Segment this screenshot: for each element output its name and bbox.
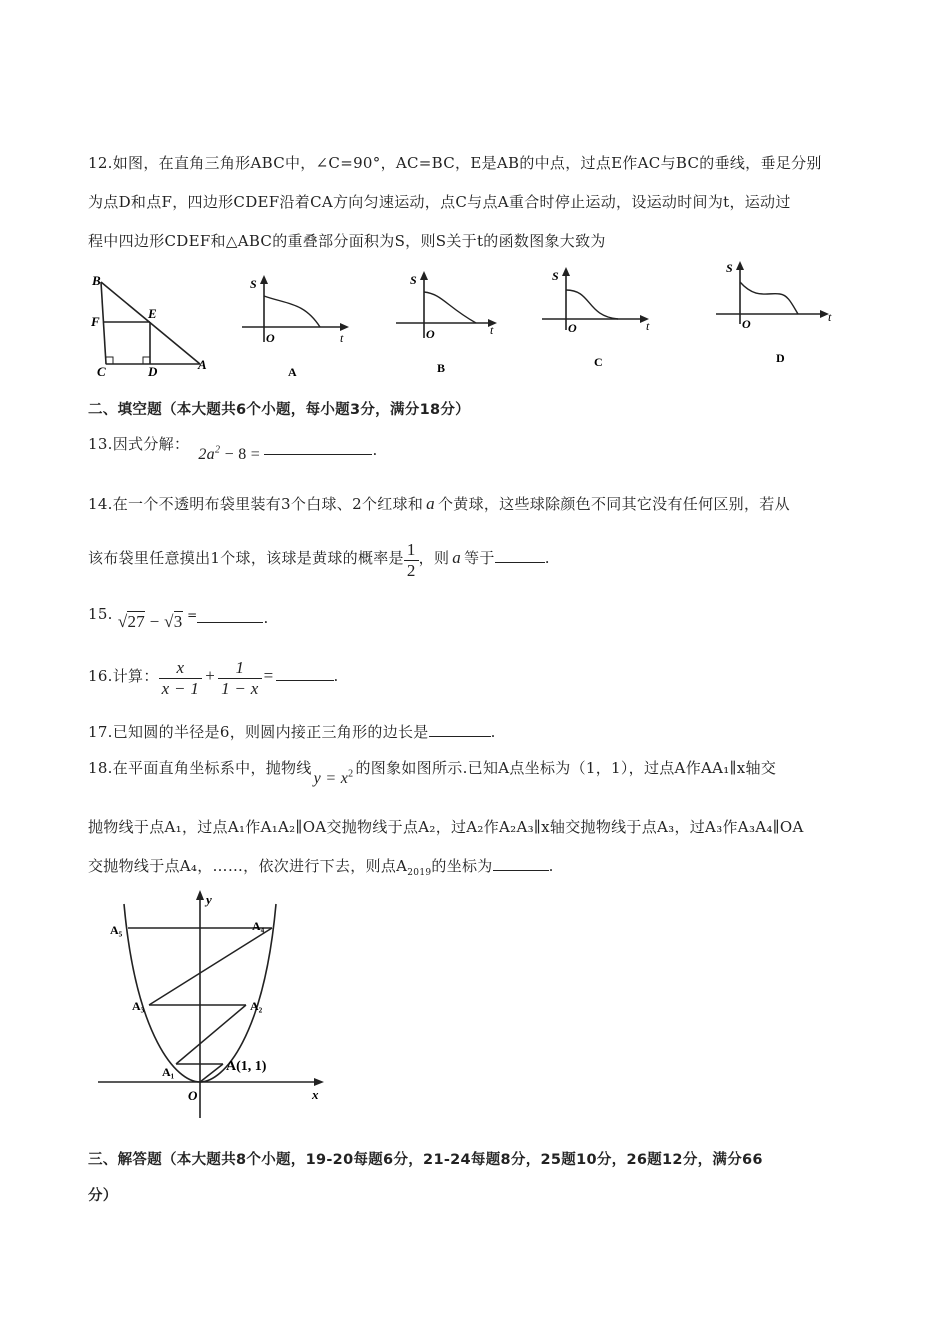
q17-answer-blank[interactable]: [429, 722, 491, 737]
q16-plus: +: [205, 665, 216, 685]
point-a2-label: A₂: [250, 999, 263, 1013]
q13-suffix: .: [372, 441, 378, 459]
q15-suffix: .: [263, 609, 269, 627]
point-a-label: A(1, 1): [226, 1059, 267, 1074]
q18-line-2: 抛物线于点A₁，过点A₁作A₁A₂∥OA交抛物线于点A₂，过A₂作A₂A₃∥x轴交抛物线于点A₃，过A₃作A₃A₄∥OA: [88, 818, 804, 836]
q14-text-2b: ，则: [418, 548, 450, 567]
point-a3-label: A₃: [132, 999, 145, 1013]
q13-expr-b: − 8 =: [220, 446, 261, 463]
q15-radicand-1: 27: [127, 612, 146, 631]
q14-var-a-2: a: [452, 547, 462, 567]
axis-O: O: [266, 331, 275, 345]
q16-num-2: 1: [218, 658, 262, 679]
origin-label: O: [188, 1088, 198, 1103]
point-a4-label: A₄: [252, 919, 265, 933]
q14-var-a: a: [426, 494, 435, 513]
q16-num-1: x: [159, 658, 203, 679]
option-label-b: B: [437, 361, 446, 375]
q12-line-2: 为点D和点F，四边形CDEF沿着CA方向匀速运动，点C与点A重合时停止运动，设运动时间为t，运动过: [88, 193, 791, 211]
q14-text-1a: 14.在一个不透明布袋里装有3个白球、2个红球和: [88, 495, 424, 513]
q18-suffix: .: [548, 857, 554, 875]
q18-line-3: [88, 855, 554, 878]
q18-answer-blank[interactable]: [493, 856, 549, 871]
q15-radicand-2: 3: [173, 612, 183, 631]
option-label-c: C: [594, 355, 603, 369]
sqrt-icon: √: [117, 612, 128, 631]
q14-frac-den: 2: [406, 561, 416, 580]
label-C: C: [97, 364, 106, 379]
q15-answer-blank[interactable]: [197, 608, 263, 623]
q17-line: [88, 721, 496, 742]
section-3-heading-line-1: 三、解答题（本大题共8个小题，19-20每题6分，21-24每题8分，25题10分，26题12分，满分66: [88, 1152, 763, 1168]
option-d-graph: [712, 258, 842, 366]
q18-line-1: [88, 757, 777, 787]
axis-O: O: [742, 317, 751, 331]
label-F: F: [91, 314, 100, 329]
q14-text-2a: 该布袋里任意摸出1个球，该球是黄球的概率是: [88, 548, 404, 567]
label-A: A: [198, 357, 207, 372]
option-label-d: D: [776, 351, 785, 365]
q14-line-2: [88, 540, 550, 581]
option-label-a: A: [288, 365, 297, 379]
option-b-graph: [392, 268, 507, 376]
point-a5-label: A₅: [110, 923, 123, 937]
q13-exponent: 2: [214, 444, 221, 456]
axis-y-label: y: [206, 892, 212, 907]
q16-line: [88, 658, 339, 699]
q14-answer-blank[interactable]: [495, 548, 545, 563]
q18-eq-left: y = x: [313, 770, 349, 787]
axis-O: O: [568, 321, 577, 335]
q13-prefix: 13.因式分解：: [88, 435, 190, 453]
sqrt-icon: √: [164, 612, 174, 631]
q16-suffix: .: [333, 666, 339, 685]
axis-t: t: [646, 319, 650, 333]
q16-equals: =: [263, 665, 274, 685]
q12-line-1: 12.如图，在直角三角形ABC中，∠C=90°，AC=BC，E是AB的中点，过点E作AC与BC的垂线，垂足分别: [88, 154, 822, 172]
q18-text-1a: 18.在平面直角坐标系中，抛物线: [88, 759, 312, 777]
q14-line-1: [88, 493, 790, 514]
axis-O: O: [426, 327, 435, 341]
q18-subscript: 2019: [407, 868, 432, 878]
label-D: D: [148, 364, 158, 379]
q16-answer-blank[interactable]: [276, 666, 334, 681]
q14-suffix: .: [544, 548, 550, 567]
q15-equals: =: [187, 608, 198, 622]
label-E: E: [148, 306, 157, 321]
axis-t: t: [340, 331, 344, 345]
q14-text-2c: 等于: [464, 548, 495, 567]
label-B: B: [92, 273, 101, 288]
axis-t: t: [490, 323, 494, 337]
q18-text-3a: 交抛物线于点A₄，……，依次进行下去，则点A: [88, 857, 408, 875]
q13-expr-a: 2a: [198, 446, 215, 463]
axis-S: S: [552, 269, 559, 283]
q17-text: 17.已知圆的半径是6，则圆内接正三角形的边长是: [88, 723, 429, 741]
q14-text-1b: 个黄球，这些球除颜色不同其它没有任何区别，若从: [437, 495, 790, 513]
q13-line: [88, 433, 378, 463]
q18-parabola-figure: [96, 886, 332, 1126]
q16-den-1: x − 1: [161, 679, 200, 698]
q12-triangle-figure: [88, 272, 213, 382]
section-3-heading-line-2: 分）: [88, 1188, 118, 1204]
q15-minus: −: [145, 612, 165, 631]
axis-S: S: [410, 273, 417, 287]
q18-text-1b: 的图象如图所示.已知A点坐标为（1，1），过点A作AA₁∥x轴交: [355, 759, 777, 777]
q16-den-2: 1 − x: [221, 679, 259, 698]
q15-prefix: 15.: [88, 605, 113, 623]
option-c-graph: [538, 264, 658, 372]
axis-S: S: [726, 261, 733, 275]
q16-prefix: 16.计算：: [88, 666, 159, 685]
q17-suffix: .: [490, 723, 496, 741]
q14-frac-num: 1: [404, 540, 419, 561]
point-a1-label: A₁: [162, 1065, 175, 1079]
q13-answer-blank[interactable]: [264, 440, 372, 455]
q18-text-3b: 的坐标为: [431, 857, 493, 875]
axis-x-label: x: [312, 1087, 319, 1102]
q12-line-3: 程中四边形CDEF和△ABC的重叠部分面积为S，则S关于t的函数图象大致为: [88, 232, 606, 250]
axis-S: S: [250, 277, 257, 291]
axis-t: t: [828, 310, 832, 324]
q18-eq-exp: 2: [348, 768, 354, 780]
option-a-graph: [236, 272, 356, 380]
q15-line: [88, 604, 269, 631]
section-2-heading: 二、填空题（本大题共6个小题，每小题3分，满分18分）: [88, 402, 470, 418]
